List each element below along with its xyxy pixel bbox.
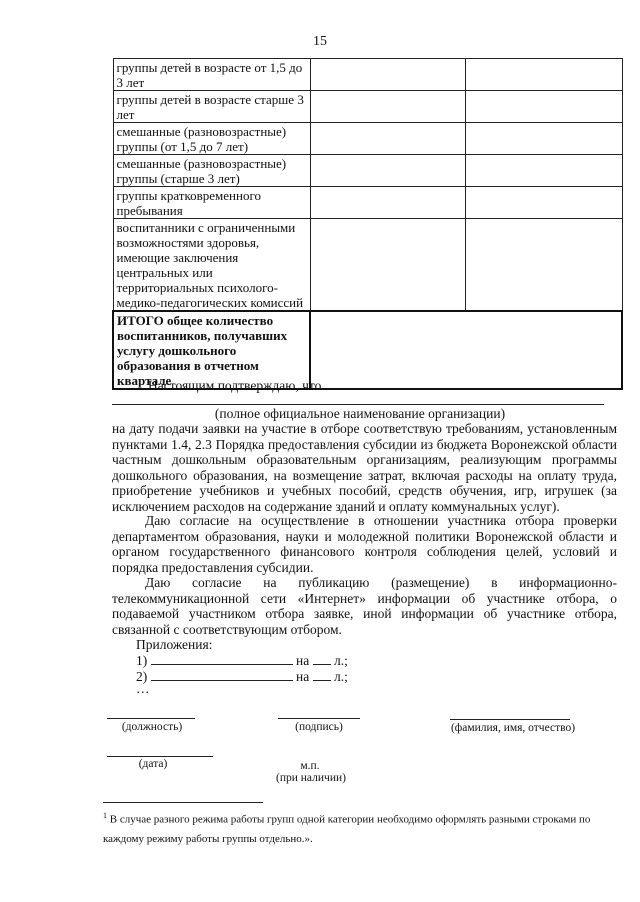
confirm-paragraph	[112, 421, 617, 514]
attachment-item-1	[136, 653, 348, 669]
groups-table	[112, 58, 623, 390]
footnote	[103, 806, 603, 849]
attachment-number: 1)	[136, 653, 148, 668]
stamp-label: м.п.	[300, 760, 320, 772]
attachment-title-blank	[151, 653, 293, 665]
stamp-note: (при наличии)	[276, 772, 346, 784]
table-row	[113, 59, 622, 91]
table-row	[113, 187, 622, 219]
table-cell-empty	[465, 59, 622, 91]
table-cell-label: воспитанники с ограниченными возможностями здоровья, имеющие заключения центральных или территориальных психолого-медико-педагогических комиссий	[113, 219, 310, 312]
table-cell-label: группы кратковременного пребывания	[113, 187, 310, 219]
signature-line	[278, 718, 360, 719]
org-name-caption: (полное официальное наименование организации)	[214, 406, 506, 421]
table-cell-empty	[310, 123, 465, 155]
consent-publication-text: Даю согласие на публикацию (размещение) в информационно-телекоммуникационной сети «Интернет» информации об участнике отбора, о подаваемой участником отбора заявке, иной информации об участнике отбора, связанной с соответствующим отбором.	[112, 575, 617, 637]
position-line	[107, 718, 195, 719]
attachment-sheets: л.;	[333, 653, 348, 668]
date-line	[107, 756, 213, 757]
full-name-caption: (фамилия, имя, отчество)	[450, 722, 576, 734]
date-caption: (дата)	[138, 758, 168, 770]
consent-inspection-text: Даю согласие на осуществление в отношении участника отбора проверки департаментом образования, науки и молодежной политики Воронежской области и органом государственного финансового контроля соблюдения целей, условий и порядка предоставления субсидии.	[112, 513, 617, 575]
table-cell-empty	[465, 155, 622, 187]
table-cell-empty	[465, 219, 622, 312]
footnote-mark: 1	[103, 811, 107, 820]
table-cell-label: смешанные (разновозрастные) группы (от 1,5 до 7 лет)	[113, 123, 310, 155]
table-row	[113, 155, 622, 187]
attachment-sheets-blank	[313, 669, 331, 681]
table-cell-total-label: ИТОГО общее количество воспитанников, получавших услугу дошкольного образования в отчетном квартале	[113, 311, 310, 389]
attachment-number: 2)	[136, 669, 148, 684]
org-name-line	[112, 404, 604, 405]
signature-caption: (подпись)	[295, 721, 343, 733]
table-row	[113, 91, 622, 123]
confirm-text: на дату подачи заявки на участие в отборе соответствую требованиям, установленным пунктами 1.4, 2.3 Порядка предоставления субсидии из бюджета Воронежской области частным дошкольным образовательным организациям, реализующим программы дошкольного образования, на возмещение затрат, включая расходы на оплату труда, приобретение учебников и учебных пособий, средств обучения, игр, игрушек (за исключением расходов на содержание зданий и оплату коммунальных услуг).	[112, 421, 617, 514]
table-cell-label: группы детей в возрасте старше 3 лет	[113, 91, 310, 123]
table-cell-label: смешанные (разновозрастные) группы (старше 3 лет)	[113, 155, 310, 187]
table-cell-label: группы детей в возрасте от 1,5 до 3 лет	[113, 59, 310, 91]
table-cell-empty	[310, 91, 465, 123]
table-cell-empty	[465, 91, 622, 123]
full-name-line	[450, 719, 570, 720]
table-cell-empty	[310, 59, 465, 91]
attachment-sheets: л.;	[333, 669, 348, 684]
footnote-separator	[103, 802, 263, 803]
consent-publication	[112, 575, 617, 637]
table-cell-empty	[465, 187, 622, 219]
attachments-ellipsis: …	[136, 681, 150, 696]
table-row	[113, 219, 622, 312]
position-caption: (должность)	[121, 721, 183, 733]
table-cell-empty	[310, 219, 465, 312]
table-row	[113, 123, 622, 155]
table-cell-empty	[310, 187, 465, 219]
attachment-item-2	[136, 669, 348, 685]
footnote-text: В случае разного режима работы групп одной категории необходимо оформлять разными строками по каждому режиму работы группы отдельно.».	[103, 813, 591, 845]
confirm-lead: Настоящим подтверждаю, что	[148, 378, 322, 393]
page-number: 15	[313, 34, 327, 49]
attachment-on: на	[296, 653, 310, 668]
consent-inspection	[112, 513, 617, 575]
attachments-title: Приложения:	[136, 637, 213, 652]
table-cell-empty	[310, 155, 465, 187]
table-cell-empty	[465, 123, 622, 155]
attachment-on: на	[296, 669, 310, 684]
attachment-title-blank	[151, 669, 293, 681]
table-cell-total-value	[310, 311, 622, 389]
attachment-sheets-blank	[313, 653, 331, 665]
